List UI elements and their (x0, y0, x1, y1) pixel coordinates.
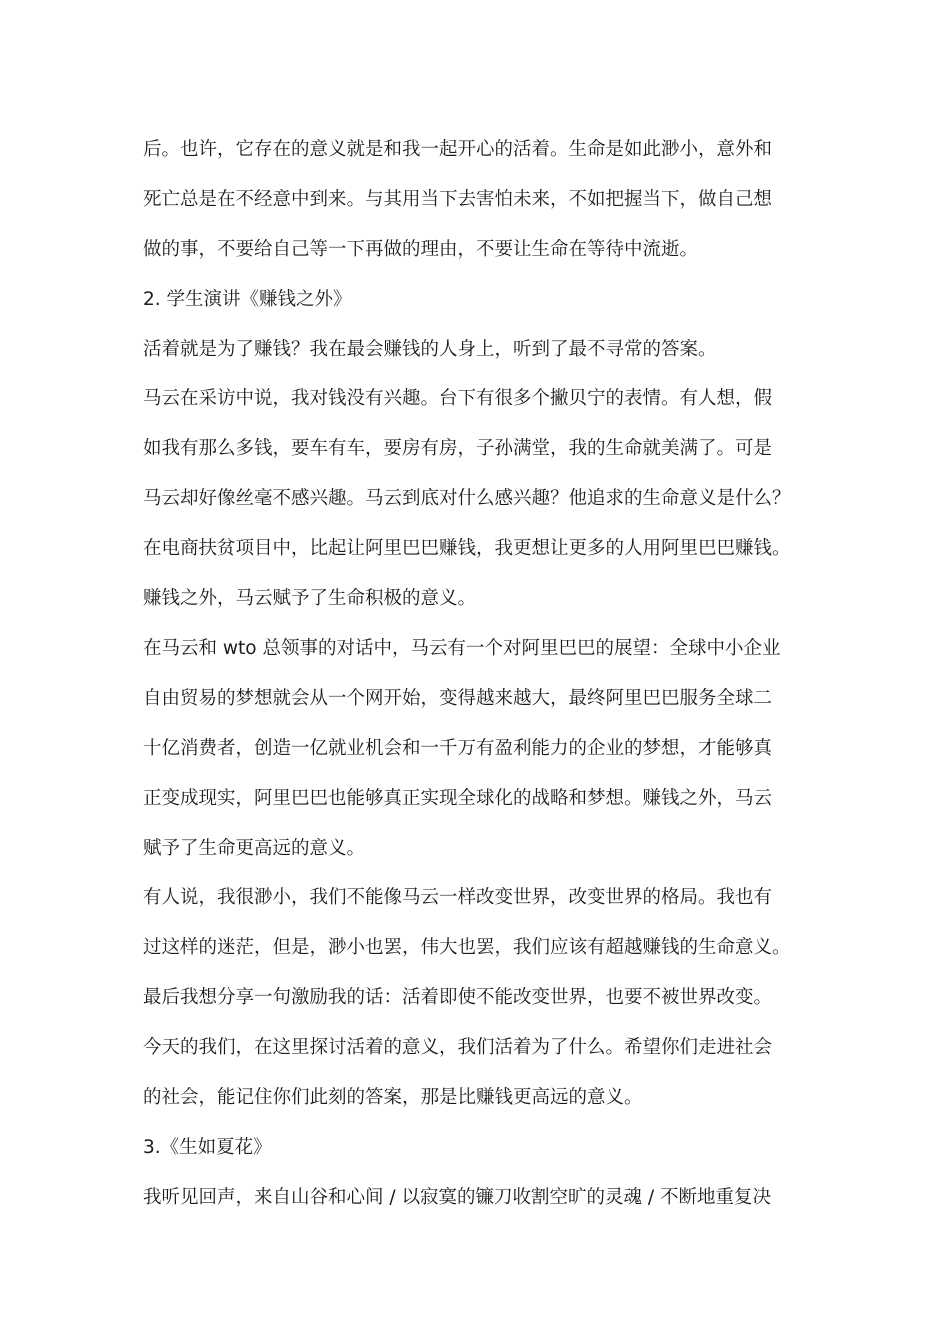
paragraph-line: 做的事，不要给自己等一下再做的理由，不要让生命在等待中流逝。 (143, 239, 699, 260)
section-heading: 3.《生如夏花》 (143, 1137, 272, 1158)
paragraph-line: 马云却好像丝毫不感兴趣。马云到底对什么感兴趣？他追求的生命意义是什么？ (143, 488, 791, 509)
paragraph-line: 在马云和 wto 总领事的对话中，马云有一个对阿里巴巴的展望：全球中小企业 (143, 638, 781, 659)
paragraph-line: 正变成现实，阿里巴巴也能够真正实现全球化的战略和梦想。赚钱之外，马云 (143, 788, 773, 809)
paragraph-line: 今天的我们，在这里探讨活着的意义，我们活着为了什么。希望你们走进社会 (143, 1037, 773, 1058)
paragraph-line: 最后我想分享一句激励我的话：活着即使不能改变世界，也要不被世界改变。 (143, 987, 773, 1008)
paragraph-line: 赚钱之外，马云赋予了生命积极的意义。 (143, 588, 477, 609)
paragraph-line: 死亡总是在不经意中到来。与其用当下去害怕未来，不如把握当下，做自己想 (143, 189, 773, 210)
paragraph-line: 十亿消费者，创造一亿就业机会和一千万有盈利能力的企业的梦想，才能够真 (143, 738, 773, 759)
paragraph-line: 有人说，我很渺小，我们不能像马云一样改变世界，改变世界的格局。我也有 (143, 887, 773, 908)
section-heading: 2. 学生演讲《赚钱之外》 (143, 289, 352, 310)
paragraph-line: 的社会，能记住你们此刻的答案，那是比赚钱更高远的意义。 (143, 1087, 643, 1108)
paragraph-line: 马云在采访中说，我对钱没有兴趣。台下有很多个撇贝宁的表情。有人想，假 (143, 388, 773, 409)
paragraph-line: 我听见回声，来自山谷和心间 / 以寂寞的镰刀收割空旷的灵魂 / 不断地重复决 (143, 1187, 771, 1208)
paragraph-line: 过这样的迷茫，但是，渺小也罢，伟大也罢，我们应该有超越赚钱的生命意义。 (143, 937, 791, 958)
paragraph-line: 如我有那么多钱，要车有车，要房有房，子孙满堂，我的生命就美满了。可是 (143, 438, 773, 459)
paragraph-line: 在电商扶贫项目中，比起让阿里巴巴赚钱，我更想让更多的人用阿里巴巴赚钱。 (143, 538, 791, 559)
paragraph-line: 赋予了生命更高远的意义。 (143, 838, 366, 859)
paragraph-line: 自由贸易的梦想就会从一个网开始，变得越来越大，最终阿里巴巴服务全球二 (143, 688, 773, 709)
paragraph-line: 后。也许，它存在的意义就是和我一起开心的活着。生命是如此渺小，意外和 (143, 139, 773, 160)
paragraph-line: 活着就是为了赚钱？我在最会赚钱的人身上，听到了最不寻常的答案。 (143, 339, 717, 360)
